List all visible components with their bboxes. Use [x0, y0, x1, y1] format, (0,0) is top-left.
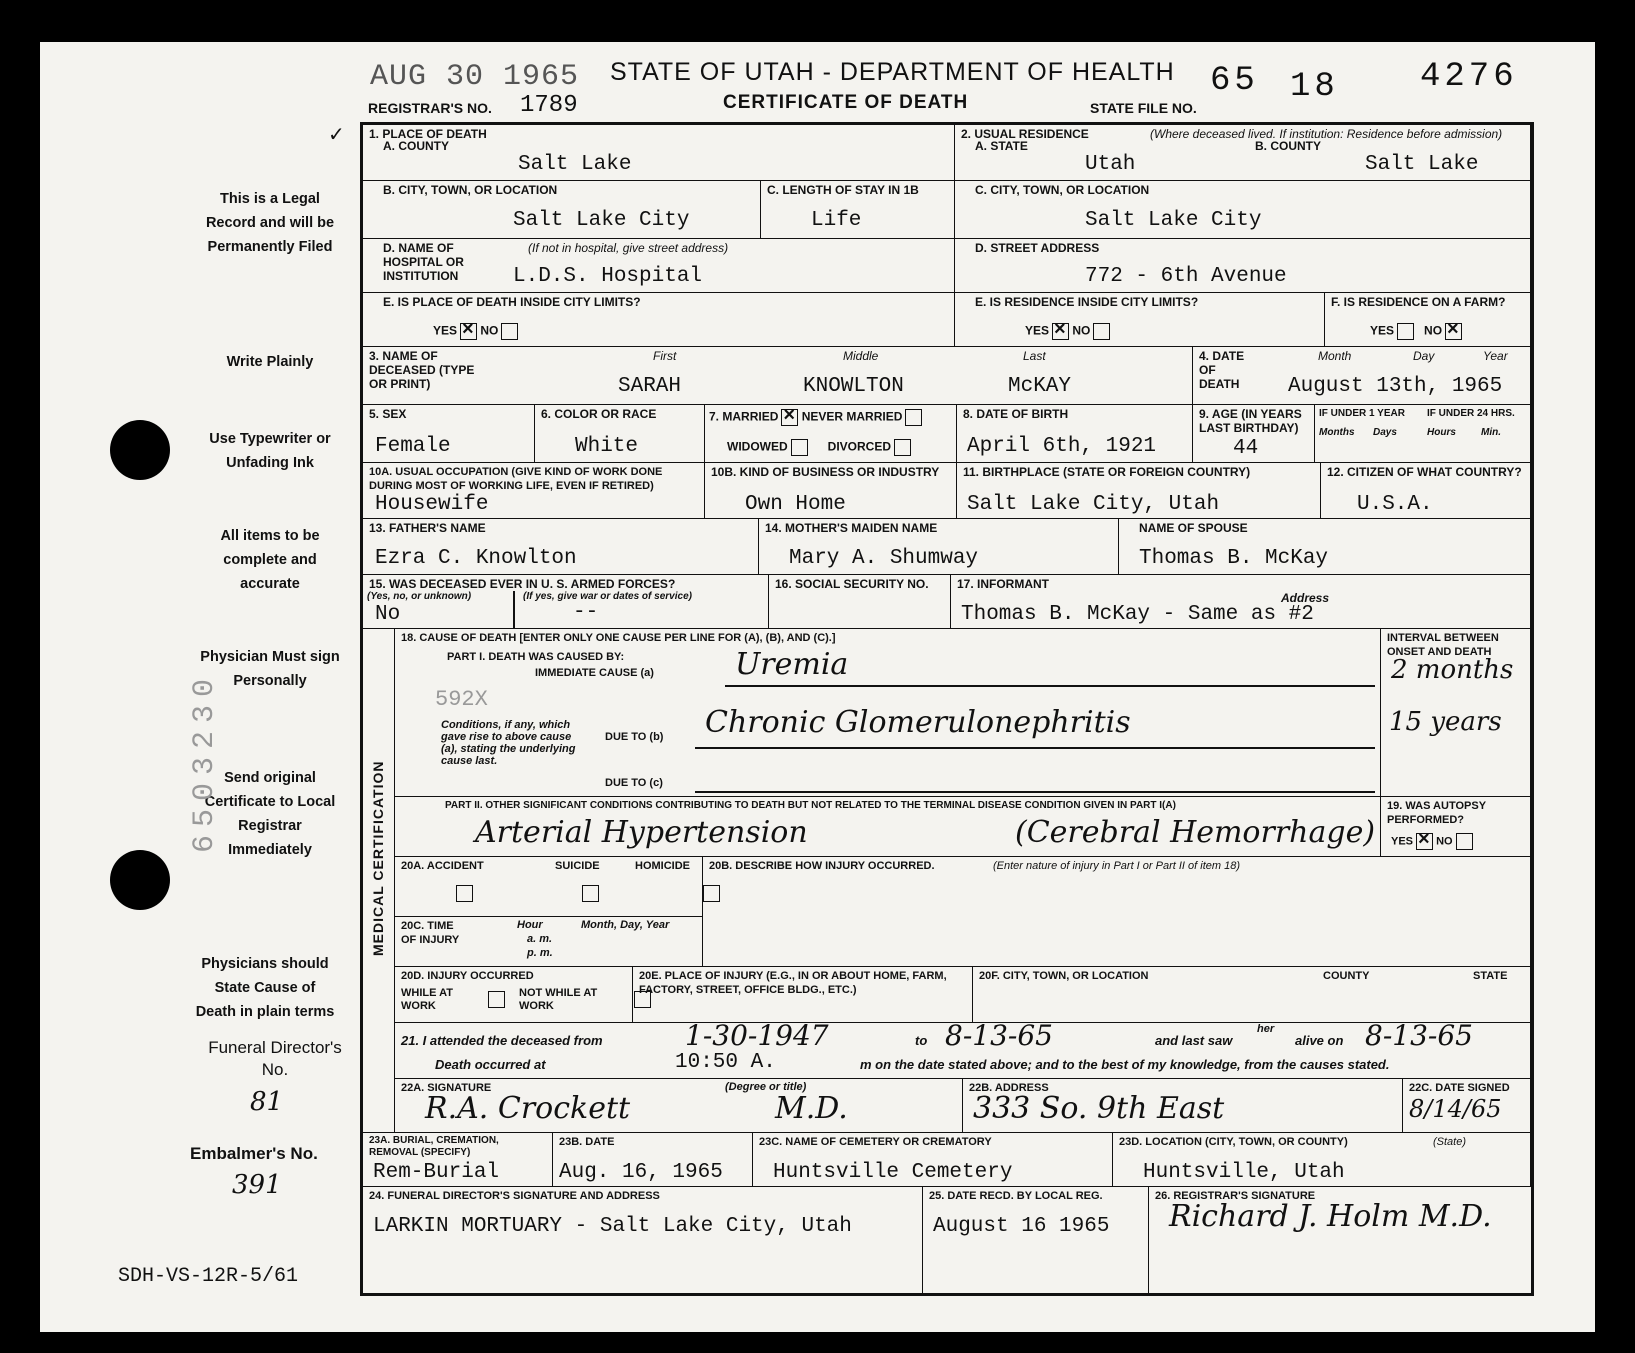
field-injury-time: 20C. TIME OF INJURY Hour a. m. p. m. Month, Day, Year: [395, 917, 703, 967]
field-residence-farm: F. IS RESIDENCE ON A FARM? YES NO×: [1325, 293, 1531, 347]
cause-immediate: Uremia: [735, 647, 849, 682]
field-hospital: D. NAME OF HOSPITAL OR INSTITUTION (If not in hospital, give street address) L.D.S. Hospital: [363, 239, 955, 293]
received-stamp: AUG 30 1965: [370, 60, 580, 94]
field-marital: 7. MARRIED× NEVER MARRIED WIDOWED DIVORCED: [705, 405, 957, 463]
note-complete: All items to be complete and accurate: [220, 528, 320, 592]
inside-city-yes-checkbox[interactable]: [460, 323, 477, 340]
form-grid: [360, 122, 1534, 1296]
interval-immediate: 2 months: [1391, 655, 1514, 685]
field-under-age: IF UNDER 1 YEAR IF UNDER 24 HRS. Months Days Hours Min.: [1315, 405, 1531, 463]
field-inside-city: E. IS PLACE OF DEATH INSIDE CITY LIMITS? YES× NO: [363, 293, 955, 347]
registrar-no: 1789: [520, 92, 578, 119]
divorced-checkbox[interactable]: [894, 439, 911, 456]
attended-from: 1-30-1947: [685, 1019, 829, 1052]
field-physician-address: 22B. ADDRESS 333 So. 9th East: [963, 1079, 1403, 1133]
cause-code: 592X: [435, 687, 488, 712]
field-burial: 23A. BURIAL, CREMATION, REMOVAL (SPECIFY) Rem-Burial: [363, 1133, 553, 1187]
while-at-work-checkbox[interactable]: [488, 991, 505, 1008]
field-date-received: 25. DATE RECD. BY LOCAL REG. August 16 1965: [923, 1187, 1149, 1293]
field-date-death: 4. DATE OF DEATH Month Day Year August 13th, 1965: [1193, 347, 1531, 405]
autopsy-yes-checkbox[interactable]: [1416, 833, 1433, 850]
field-residence-street: D. STREET ADDRESS 772 - 6th Avenue: [955, 239, 1531, 293]
embalmer-label: Embalmer's No.: [190, 1144, 318, 1163]
field-registrar-signature: 26. REGISTRAR'S SIGNATURE Richard J. Holm M.D.: [1155, 1190, 1492, 1234]
field-burial-date: 23B. DATE Aug. 16, 1965: [553, 1133, 753, 1187]
physician-address: 333 So. 9th East: [973, 1091, 1225, 1126]
field-date-signed: 22C. DATE SIGNED 8/14/65: [1403, 1079, 1531, 1133]
field-interval: INTERVAL BETWEEN ONSET AND DEATH 2 months 15 years: [1381, 629, 1531, 797]
registrar-signature: Richard J. Holm M.D.: [1169, 1199, 1492, 1234]
certificate-sheet: [40, 42, 1595, 1332]
attended-to: 8-13-65: [945, 1019, 1053, 1052]
state-file-label: STATE FILE NO.: [1090, 100, 1197, 116]
death-time: 10:50 A.: [675, 1051, 776, 1074]
field-injury-city: 20F. CITY, TOWN, OR LOCATION COUNTY STATE: [973, 967, 1531, 1023]
part-two-condition: Arterial Hypertension: [475, 815, 808, 850]
farm-yes-checkbox[interactable]: [1397, 323, 1414, 340]
accident-checkbox[interactable]: [456, 885, 473, 902]
field-residence-inside: E. IS RESIDENCE INSIDE CITY LIMITS? YES× NO: [955, 293, 1325, 347]
state-dept-title: STATE OF UTAH - DEPARTMENT OF HEALTH: [610, 58, 1175, 86]
last-seen: 8-13-65: [1365, 1019, 1473, 1052]
field-mother: 14. MOTHER'S MAIDEN NAME Mary A. Shumway: [759, 519, 1119, 575]
registrar-no-label: REGISTRAR'S NO.: [368, 100, 492, 116]
punch-hole: [110, 420, 170, 480]
punch-hole: [110, 850, 170, 910]
field-informant: 17. INFORMANT Address Thomas B. McKay - Same as #2: [951, 575, 1531, 629]
field-dob: 8. DATE OF BIRTH April 6th, 1921: [957, 405, 1193, 463]
field-residence-state-county: 2. USUAL RESIDENCE (Where deceased lived. If institution: Residence before admission) A. STATE B. COUNTY Utah Salt Lake: [955, 125, 1531, 181]
cause-underlying: Chronic Glomerulonephritis: [705, 705, 1131, 740]
inside-city-no-checkbox[interactable]: [501, 323, 518, 340]
field-accident-type: 20A. ACCIDENT SUICIDE HOMICIDE: [395, 857, 703, 917]
res-inside-no-checkbox[interactable]: [1093, 323, 1110, 340]
field-attendance: 21. I attended the deceased from 1-30-1947 to 8-13-65 and last saw her alive on 8-13-65 Death occurred at 10:50 A. m on the date stated above; and to the best of my knowledge, from the causes stated.: [395, 1023, 1531, 1079]
field-injury-how: 20B. DESCRIBE HOW INJURY OCCURRED. (Enter nature of injury in Part I or Part II of item 18): [703, 857, 1531, 967]
field-citizen: 12. CITIZEN OF WHAT COUNTRY? U.S.A.: [1321, 463, 1531, 519]
field-age: 9. AGE (IN YEARS LAST BIRTHDAY) 44: [1193, 405, 1315, 463]
field-sex: 5. SEX Female: [363, 405, 535, 463]
field-ssn: 16. SOCIAL SECURITY NO.: [769, 575, 951, 629]
medical-certification-strip: MEDICAL CERTIFICATION: [363, 629, 395, 1133]
form-code: SDH-VS-12R-5/61: [118, 1265, 299, 1288]
funeral-director-label: Funeral Director's No.: [208, 1038, 342, 1079]
field-father: 13. FATHER'S NAME Ezra C. Knowlton: [363, 519, 759, 575]
field-armed-forces: 15. WAS DECEASED EVER IN U. S. ARMED FORCES? (Yes, no, or unknown) (If yes, give war or dates of service) No --: [363, 575, 769, 629]
physician-degree: M.D.: [775, 1091, 848, 1126]
field-business: 10B. KIND OF BUSINESS OR INDUSTRY Own Home: [705, 463, 957, 519]
file-no-seq: 4276: [1420, 58, 1518, 96]
field-length-stay: C. LENGTH OF STAY IN 1B Life: [761, 181, 955, 239]
field-funeral-director: 24. FUNERAL DIRECTOR'S SIGNATURE AND ADDRESS LARKIN MORTUARY - Salt Lake City, Utah: [363, 1187, 923, 1293]
note-send-original: Send original Certificate to Local Registrar Immediately: [204, 770, 336, 858]
date-signed: 8/14/65: [1409, 1095, 1502, 1123]
certificate-title: CERTIFICATE OF DEATH: [723, 92, 969, 113]
field-signature: 22A. SIGNATURE (Degree or title) R.A. Crockett M.D.: [395, 1079, 963, 1133]
part-two-secondary: (Cerebral Hemorrhage): [1015, 815, 1376, 850]
autopsy-no-checkbox[interactable]: [1456, 833, 1473, 850]
interval-underlying: 15 years: [1389, 707, 1502, 737]
field-burial-location: 23D. LOCATION (CITY, TOWN, OR COUNTY) (State) Huntsville, Utah: [1113, 1133, 1531, 1187]
note-physician: Physician Must sign Personally: [200, 649, 340, 689]
res-inside-yes-checkbox[interactable]: [1052, 323, 1069, 340]
field-cause-of-death: 18. CAUSE OF DEATH [ENTER ONLY ONE CAUSE PER LINE FOR (A), (B), AND (C).] PART I. DEATH WAS CAUSED BY: IMMEDIATE CAUSE (a) Uremia 592X Conditions, if any, which gave rise to above cause (a), stating the underlying cause last. DUE TO (b) Chronic Glomerulonephritis DUE TO (c): [395, 629, 1381, 797]
widowed-checkbox[interactable]: [791, 439, 808, 456]
check-mark-icon: ✓: [328, 124, 345, 146]
note-write-plainly: Write Plainly: [226, 354, 314, 370]
field-cemetery: 23C. NAME OF CEMETERY OR CREMATORY Huntsville Cemetery: [753, 1133, 1113, 1187]
note-typewriter: Use Typewriter or Unfading Ink: [209, 431, 331, 471]
field-autopsy: 19. WAS AUTOPSY PERFORMED? YES× NO: [1381, 797, 1531, 857]
field-deceased-name: 3. NAME OF DECEASED (TYPE OR PRINT) First Middle Last SARAH KNOWLTON McKAY: [363, 347, 1193, 405]
field-death-county: 1. PLACE OF DEATH A. COUNTY Salt Lake: [363, 125, 955, 181]
vertical-file-number: 6503230: [188, 670, 222, 854]
funeral-director-no: 81: [250, 1087, 284, 1117]
note-legal-record: This is a Legal Record and will be Permanently Filed: [205, 191, 335, 255]
field-birthplace: 11. BIRTHPLACE (STATE OR FOREIGN COUNTRY) Salt Lake City, Utah: [957, 463, 1321, 519]
field-death-city: B. CITY, TOWN, OR LOCATION Salt Lake City: [363, 181, 761, 239]
never-married-checkbox[interactable]: [905, 409, 922, 426]
field-occupation: 10A. USUAL OCCUPATION (GIVE KIND OF WORK DONE DURING MOST OF WORKING LIFE, EVEN IF RETIRED) Housewife: [363, 463, 705, 519]
file-no-county: 18: [1290, 68, 1339, 106]
farm-no-checkbox[interactable]: [1445, 323, 1462, 340]
note-cause-plain: Physicians should State Cause of Death in plain terms: [195, 956, 335, 1020]
field-part-two: PART II. OTHER SIGNIFICANT CONDITIONS CONTRIBUTING TO DEATH BUT NOT RELATED TO THE TERMINAL DISEASE CONDITION GIVEN IN PART I(A) Arterial Hypertension (Cerebral Hemorrhage): [395, 797, 1381, 857]
field-injury-occurred: 20D. INJURY OCCURRED WHILE AT WORK NOT WHILE AT WORK: [395, 967, 633, 1023]
file-no-year: 65: [1210, 62, 1259, 100]
field-residence-city: C. CITY, TOWN, OR LOCATION Salt Lake City: [955, 181, 1531, 239]
embalmer-no: 391: [232, 1170, 282, 1200]
suicide-checkbox[interactable]: [582, 885, 599, 902]
field-race: 6. COLOR OR RACE White: [535, 405, 705, 463]
married-checkbox[interactable]: [781, 409, 798, 426]
field-spouse: NAME OF SPOUSE Thomas B. McKay: [1119, 519, 1531, 575]
field-injury-place: 20E. PLACE OF INJURY (E.G., IN OR ABOUT HOME, FARM, FACTORY, STREET, OFFICE BLDG., ETC.): [633, 967, 973, 1023]
physician-signature: R.A. Crockett: [425, 1091, 631, 1126]
